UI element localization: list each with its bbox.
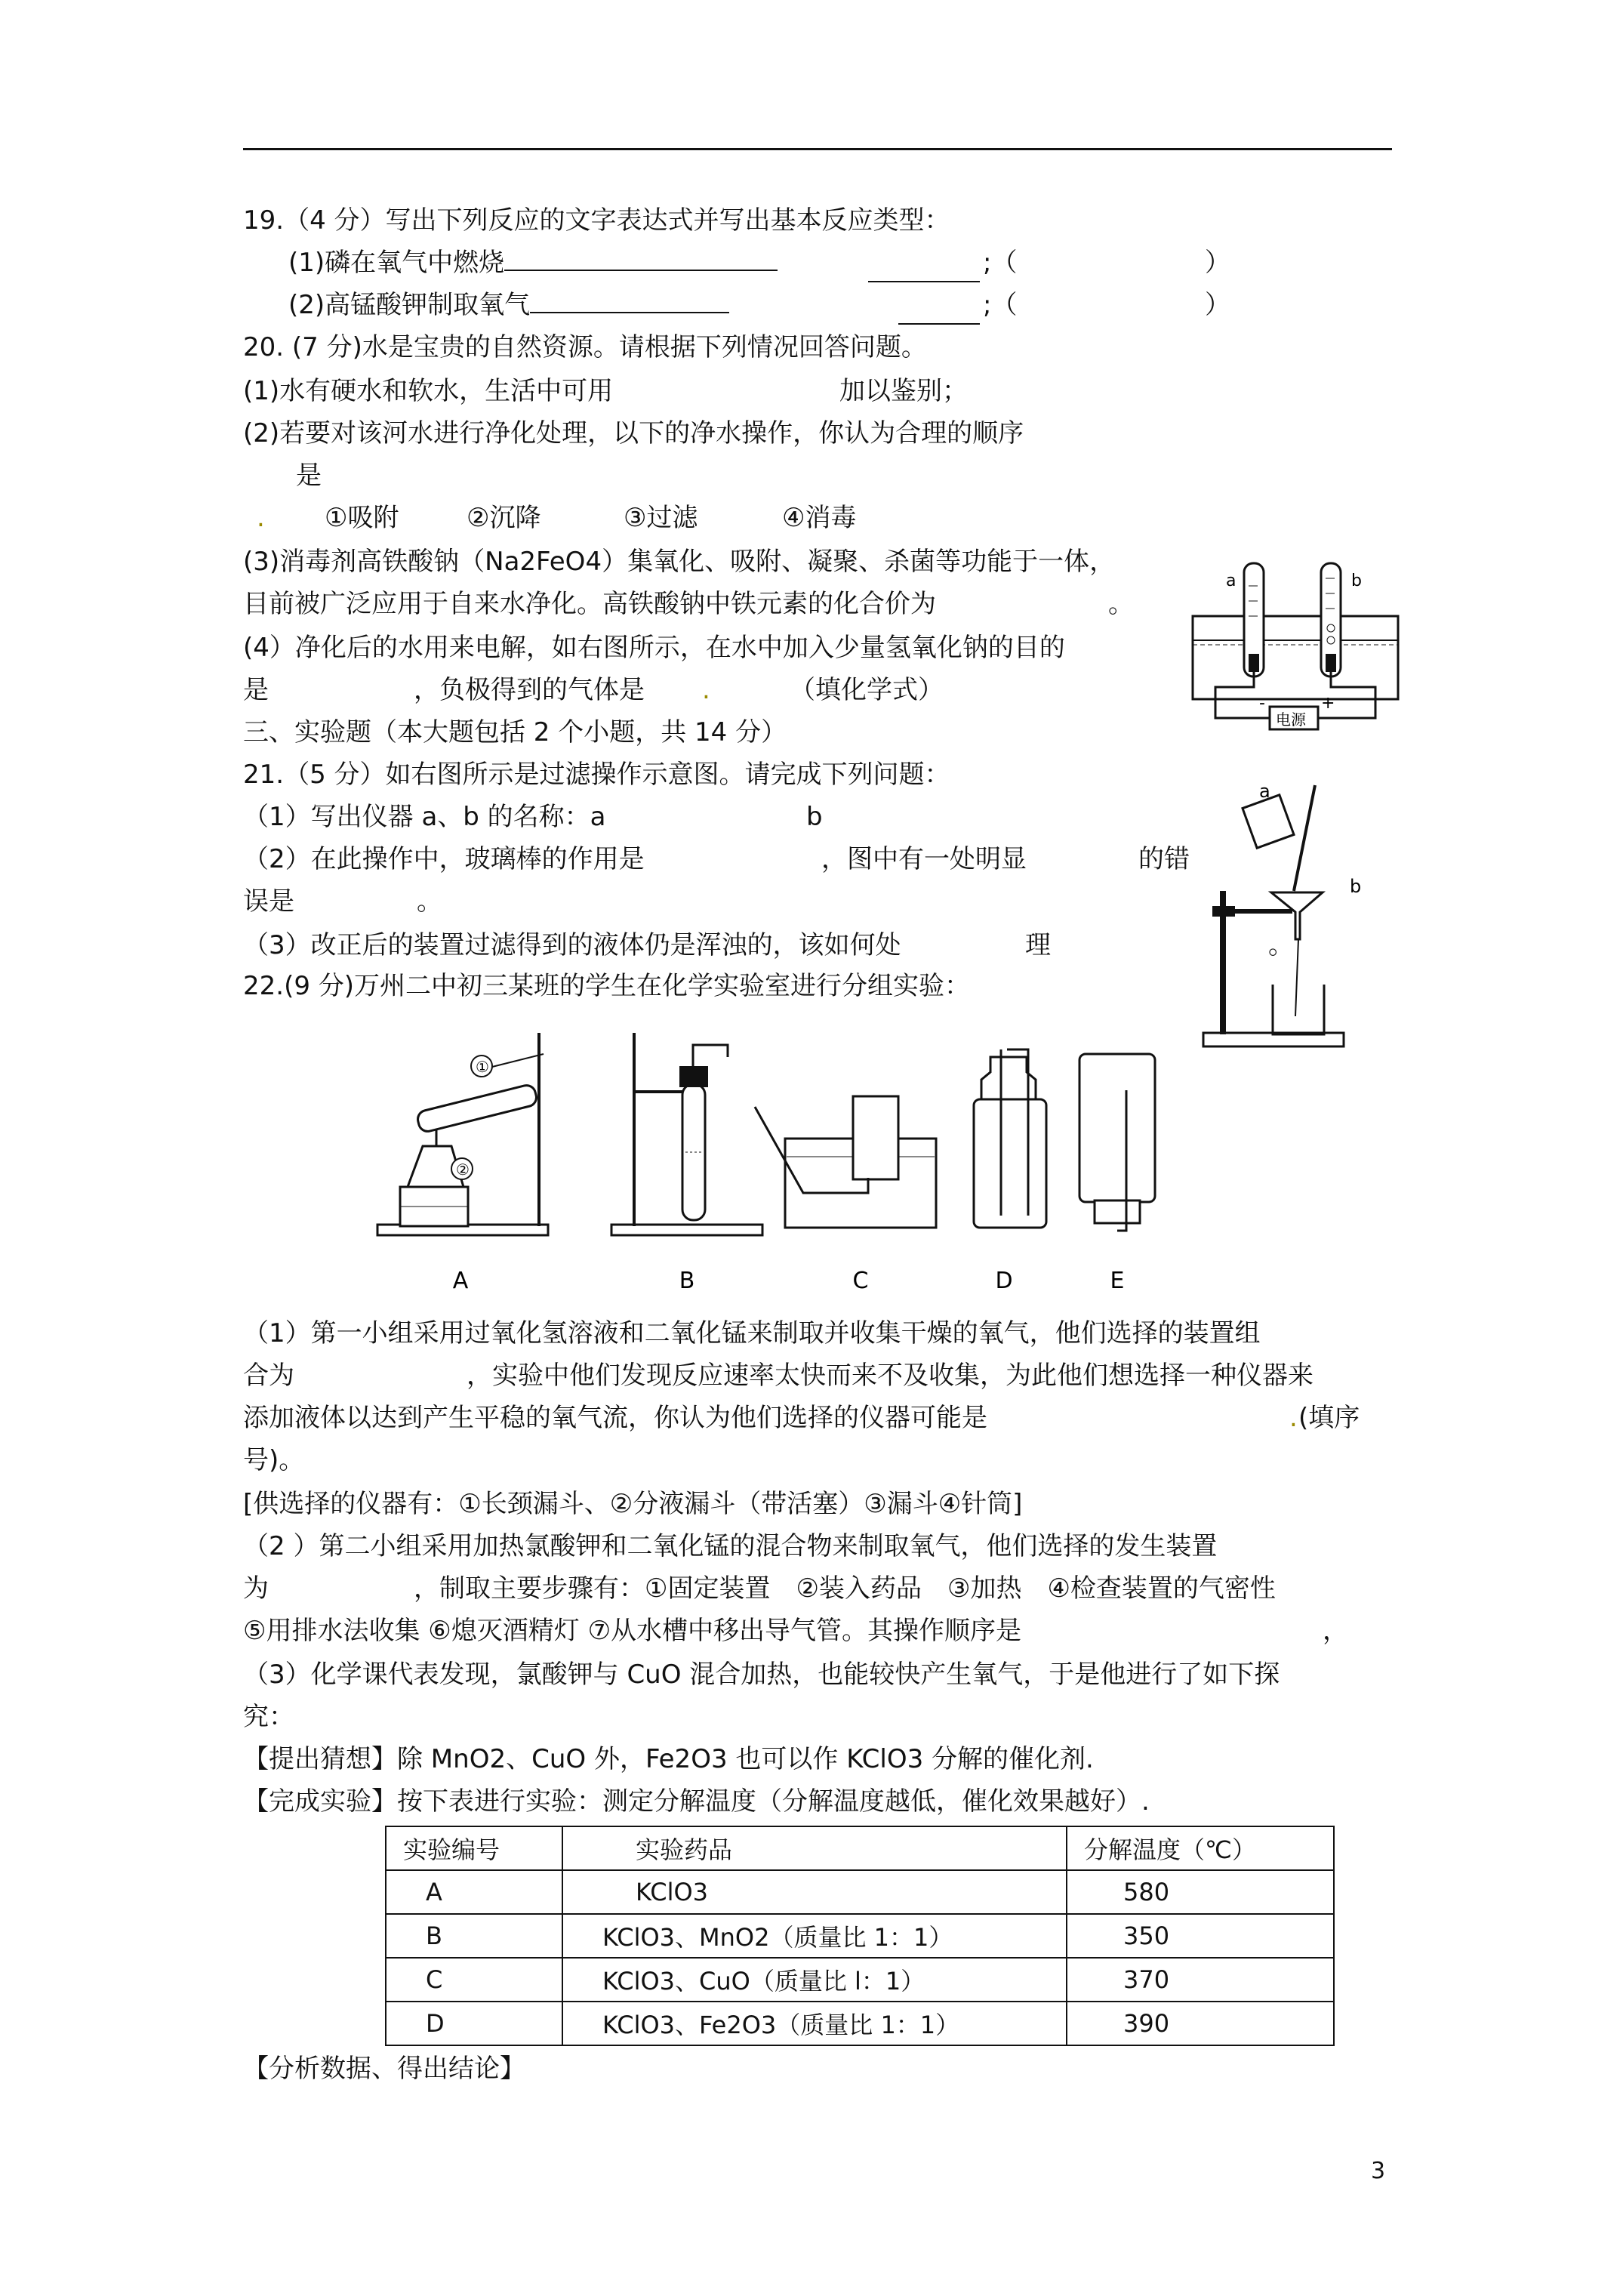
q19-sep1: ;（ [983, 248, 1018, 278]
power-label: 电源 [1276, 710, 1306, 729]
q20-p3a: (3)消毒剂高铁酸钠（Na2FeO4）集氧化、吸附、凝聚、杀菌等功能于一体， [243, 547, 1116, 577]
q22-hypothesis: 【提出猜想】除 MnO2、CuO 外，Fe2O3 也可以作 KClO3 分解的催化剂. [243, 1744, 1094, 1774]
q22-p1a: （1）第一小组采用过氧化氢溶液和二氧化锰来制取并收集干燥的氧气，他们选择的装置组 [243, 1318, 1261, 1348]
table-header-row [386, 1826, 1334, 1870]
q22-analysis: 【分析数据、得出结论】 [243, 2054, 525, 2084]
q20-title: 20. (7 分)水是宝贵的自然资源。请根据下列情况回答问题。 [243, 332, 927, 362]
table-cell: KClO3 [562, 1870, 1067, 1914]
q21-p2c: 的错 [1138, 844, 1190, 874]
q22-p1c: ，实验中他们发现反应速率太快而来不及收集，为此他们想选择一种仪器来 [467, 1361, 1313, 1391]
q21-p1: （1）写出仪器 a、b 的名称：a [243, 802, 606, 832]
q22-dot: . [1289, 1403, 1298, 1433]
q19-blank-type1 [868, 258, 980, 282]
q22-p2d: ⑤用排水法收集 ⑥熄灭酒精灯 ⑦从水槽中移出导气管。其操作顺序是 [243, 1616, 1022, 1646]
tube-a-label: a [1226, 572, 1236, 590]
q22-p1e: (填序 [1298, 1403, 1360, 1433]
q21-p2d: 误是 [243, 886, 294, 917]
label-C: C [852, 1268, 869, 1294]
q22-p2c: ，制取主要步骤有：①固定装置 ②装入药品 ③加热 ④检查装置的气密性 [414, 1573, 1276, 1604]
q22-experiment: 【完成实验】按下表进行实验：测定分解温度（分解温度越低，催化效果越好）. [243, 1786, 1150, 1817]
table-row [386, 1870, 1334, 1914]
q20-p3c: 。 [1108, 589, 1134, 619]
q22-p1d: 添加液体以达到产生平稳的氧气流，你认为他们选择的仪器可能是 [243, 1403, 987, 1433]
tube-b-label: b [1351, 572, 1362, 590]
q21-p3c: 。 [1268, 930, 1294, 960]
q20-p2a: (2)若要对该河水进行净化处理，以下的净水操作，你认为合理的顺序 [243, 418, 1024, 448]
table-row [386, 1914, 1334, 1958]
q20-opt3: ③过滤 [624, 503, 698, 533]
q21-p1b: b [806, 802, 823, 832]
q22-p2e: ， [1323, 1616, 1348, 1646]
q22-p2a: （2 ）第二小组采用加热氯酸钾和二氧化锰的混合物来制取氧气，他们选择的发生装置 [243, 1531, 1218, 1561]
q20-p4b: 是 [243, 675, 269, 705]
table-cell: D [386, 2002, 562, 2045]
q21-p3a: （3）改正后的装置过滤得到的液体仍是浑浊的，该如何处 [243, 930, 901, 960]
q20-dot: . [257, 503, 265, 533]
label-A: A [452, 1268, 469, 1294]
q20-p1b: 加以鉴别； [839, 376, 968, 406]
q22-p3a: （3）化学课代表发现，氯酸钾与 CuO 混合加热，也能较快产生氧气，于是他进行了如下探 [243, 1660, 1280, 1690]
table-row [386, 2002, 1334, 2045]
table-cell: 390 [1067, 2002, 1334, 2045]
label-D: D [995, 1268, 1013, 1294]
label-E: E [1110, 1268, 1125, 1294]
q22-p1f: 号)。 [243, 1445, 305, 1475]
q20-p4a: (4）净化后的水用来电解，如右图所示，在水中加入少量氢氧化钠的目的 [243, 633, 1065, 663]
section3-title: 三、实验题（本大题包括 2 个小题，共 14 分） [243, 717, 787, 747]
q19-blank-type2 [898, 300, 980, 325]
table-cell: 580 [1067, 1870, 1334, 1914]
page-number: 3 [1371, 2158, 1386, 2184]
q20-opt1: ①吸附 [325, 503, 399, 533]
table-cell: 350 [1067, 1914, 1334, 1958]
q21-p3b: 理 [1025, 930, 1051, 960]
header-cell: 实验药品 [562, 1826, 1067, 1870]
q22-p1b: 合为 [243, 1361, 294, 1391]
header-cell: 实验编号 [386, 1826, 562, 1870]
q19-item1: (1)磷在氧气中燃烧 [288, 246, 778, 279]
table-cell: A [386, 1870, 562, 1914]
electrolysis-figure [1185, 556, 1412, 752]
header-cell: 分解温度（℃） [1067, 1826, 1334, 1870]
q21-title: 21.（5 分）如右图所示是过滤操作示意图。请完成下列问题： [243, 760, 950, 790]
q20-p2b: 是 [296, 461, 322, 491]
q19-sep2: ;（ [983, 290, 1018, 320]
q19-item2: (2)高锰酸钾制取氧气 [288, 288, 729, 322]
table-cell: 370 [1067, 1958, 1334, 2002]
q20-p4d: （填化学式） [790, 675, 944, 705]
q22-title: 22.(9 分)万州二中初三某班的学生在化学实验室进行分组实验： [243, 971, 971, 1001]
q19-close2: ） [1205, 290, 1230, 320]
q20-p3b: 目前被广泛应用于自来水净化。高铁酸钠中铁元素的化合价为 [243, 589, 936, 619]
table-row [386, 1958, 1334, 2002]
header-rule [243, 148, 1392, 150]
table-cell: B [386, 1914, 562, 1958]
table-cell: KClO3、MnO2（质量比 1：1） [562, 1914, 1067, 1958]
q20-p4c: ，负极得到的气体是 [414, 675, 645, 705]
beaker-a-label: a [1259, 781, 1270, 802]
experiment-table [385, 1826, 1335, 2046]
table-cell: KClO3、Fe2O3（质量比 1：1） [562, 2002, 1067, 2045]
q21-p2e: 。 [417, 886, 442, 917]
power-minus: - [1259, 694, 1265, 713]
q20-opt4: ④消毒 [782, 503, 857, 533]
q20-opt2: ②沉降 [467, 503, 541, 533]
funnel-b-label: b [1350, 876, 1362, 897]
label-circ2: ② [456, 1160, 470, 1179]
q22-p2b: 为 [243, 1573, 269, 1604]
table-cell: KClO3、CuO（质量比 l：1） [562, 1958, 1067, 2002]
q22-choices: [供选择的仪器有：①长颈漏斗、②分液漏斗（带活塞）③漏斗④针筒] [243, 1489, 1023, 1519]
filtration-figure [1202, 781, 1362, 1052]
label-B: B [679, 1268, 695, 1294]
label-circ1: ① [476, 1058, 489, 1076]
q20-p1a: (1)水有硬水和软水，生活中可用 [243, 376, 614, 406]
table-cell: C [386, 1958, 562, 2002]
q20-dot2: . [702, 675, 710, 705]
power-plus: + [1321, 694, 1335, 713]
q19-title: 19.（4 分）写出下列反应的文字表达式并写出基本反应类型： [243, 205, 950, 236]
apparatus-figure [370, 1027, 1185, 1299]
q21-p2b: ，图中有一处明显 [821, 844, 1027, 874]
q22-p3b: 究： [243, 1702, 294, 1732]
q19-close1: ） [1205, 248, 1230, 278]
q21-p2a: （2）在此操作中，玻璃棒的作用是 [243, 844, 645, 874]
